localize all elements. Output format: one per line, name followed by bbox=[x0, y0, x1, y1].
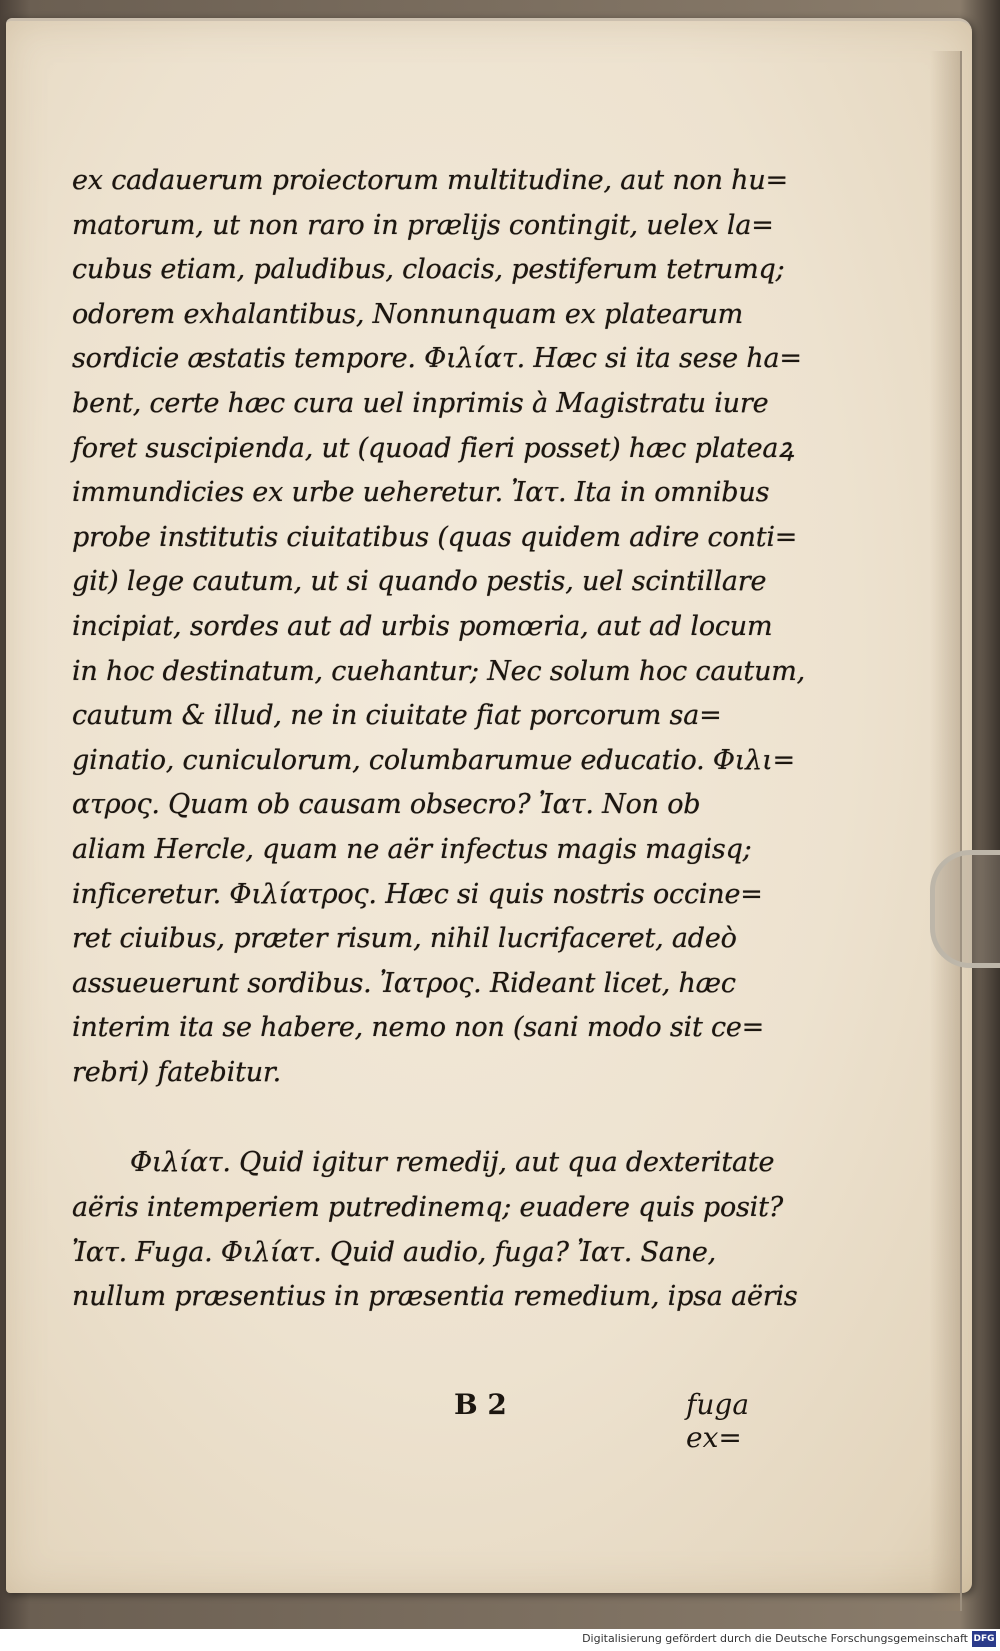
text-line: git) lege cautum, ut si quando pestis, uel scintillare bbox=[72, 566, 767, 598]
text-line: sordicie æstatis tempore. Φιλίατ. Hæc si ita sese ha= bbox=[72, 343, 802, 375]
page-edge bbox=[930, 51, 962, 1611]
text-line: rebri) fatebitur. bbox=[72, 1056, 282, 1088]
text-line: ret ciuibus, præter risum, nihil lucrifaceret, adeò bbox=[72, 923, 737, 955]
digitization-footer bbox=[0, 1629, 1000, 1651]
paragraph-gap bbox=[72, 1095, 862, 1141]
text-line: immundicies ex urbe ueheretur. Ἰατ. Ita in omnibus bbox=[72, 477, 770, 509]
funding-credit: Digitalisierung gefördert durch die Deutsche Forschungsgemeinschaft bbox=[582, 1632, 968, 1645]
text-line: foret suscipienda, ut (quoad fieri posset) hæc plateaꝝ bbox=[72, 432, 794, 464]
text-line: ginatio, cuniculorum, columbarumue educatio. Φιλι= bbox=[72, 744, 795, 776]
text-line: ex cadauerum proiectorum multitudine, aut non hu= bbox=[72, 165, 788, 196]
text-line: cubus etiam, paludibus, cloacis, pestiferum tetrumq; bbox=[72, 254, 785, 286]
text-line: bent, certe hæc cura uel inprimis à Magistratu iure bbox=[72, 387, 769, 419]
text-line: assueuerunt sordibus. Ἰατρος. Rideant licet, hæc bbox=[72, 967, 736, 999]
text-line: matorum, ut non raro in prælijs contingit, uelex la= bbox=[72, 209, 774, 241]
text-line: probe institutis ciuitatibus (quas quidem adire conti= bbox=[72, 521, 798, 553]
text-line: interim ita se habere, nemo non (sani modo sit ce= bbox=[72, 1012, 765, 1044]
catchword: fuga ex= bbox=[686, 1388, 750, 1454]
text-line: aëris intemperiem putredinemq; euadere quis posit? bbox=[72, 1192, 784, 1224]
page-footer-line bbox=[6, 1388, 806, 1454]
text-line: nullum præsentius in præsentia remedium, ipsa aëris bbox=[72, 1281, 798, 1313]
text-line: inficeretur. Φιλίατρος. Hæc si quis nostris occine= bbox=[72, 878, 763, 910]
dfg-logo: DFG bbox=[972, 1631, 996, 1647]
text-line: aliam Hercle, quam ne aër infectus magis magisq; bbox=[72, 833, 752, 865]
text-line: incipiat, sordes aut ad urbis pomœria, aut ad locum bbox=[72, 610, 773, 642]
text-line: ατρος. Quam ob causam obsecro? Ἰατ. Non ob bbox=[72, 789, 701, 821]
clasp-ring bbox=[930, 850, 1000, 968]
text-line: Ἰατ. Fuga. Φιλίατ. Quid audio, fuga? Ἰατ. Sane, bbox=[72, 1236, 717, 1268]
book-page bbox=[6, 18, 972, 1593]
text-line: odorem exhalantibus, Nonnunquam ex platearum bbox=[72, 298, 744, 330]
text-line: Φιλίατ. Quid igitur remedij, aut qua dexteritate bbox=[130, 1147, 775, 1179]
text-line: cautum & illud, ne in ciuitate fiat porcorum sa= bbox=[72, 700, 722, 732]
signature-mark: B 2 bbox=[454, 1388, 507, 1421]
page-text bbox=[72, 159, 862, 1320]
text-line: in hoc destinatum, cuehantur; Nec solum hoc cautum, bbox=[72, 655, 806, 687]
